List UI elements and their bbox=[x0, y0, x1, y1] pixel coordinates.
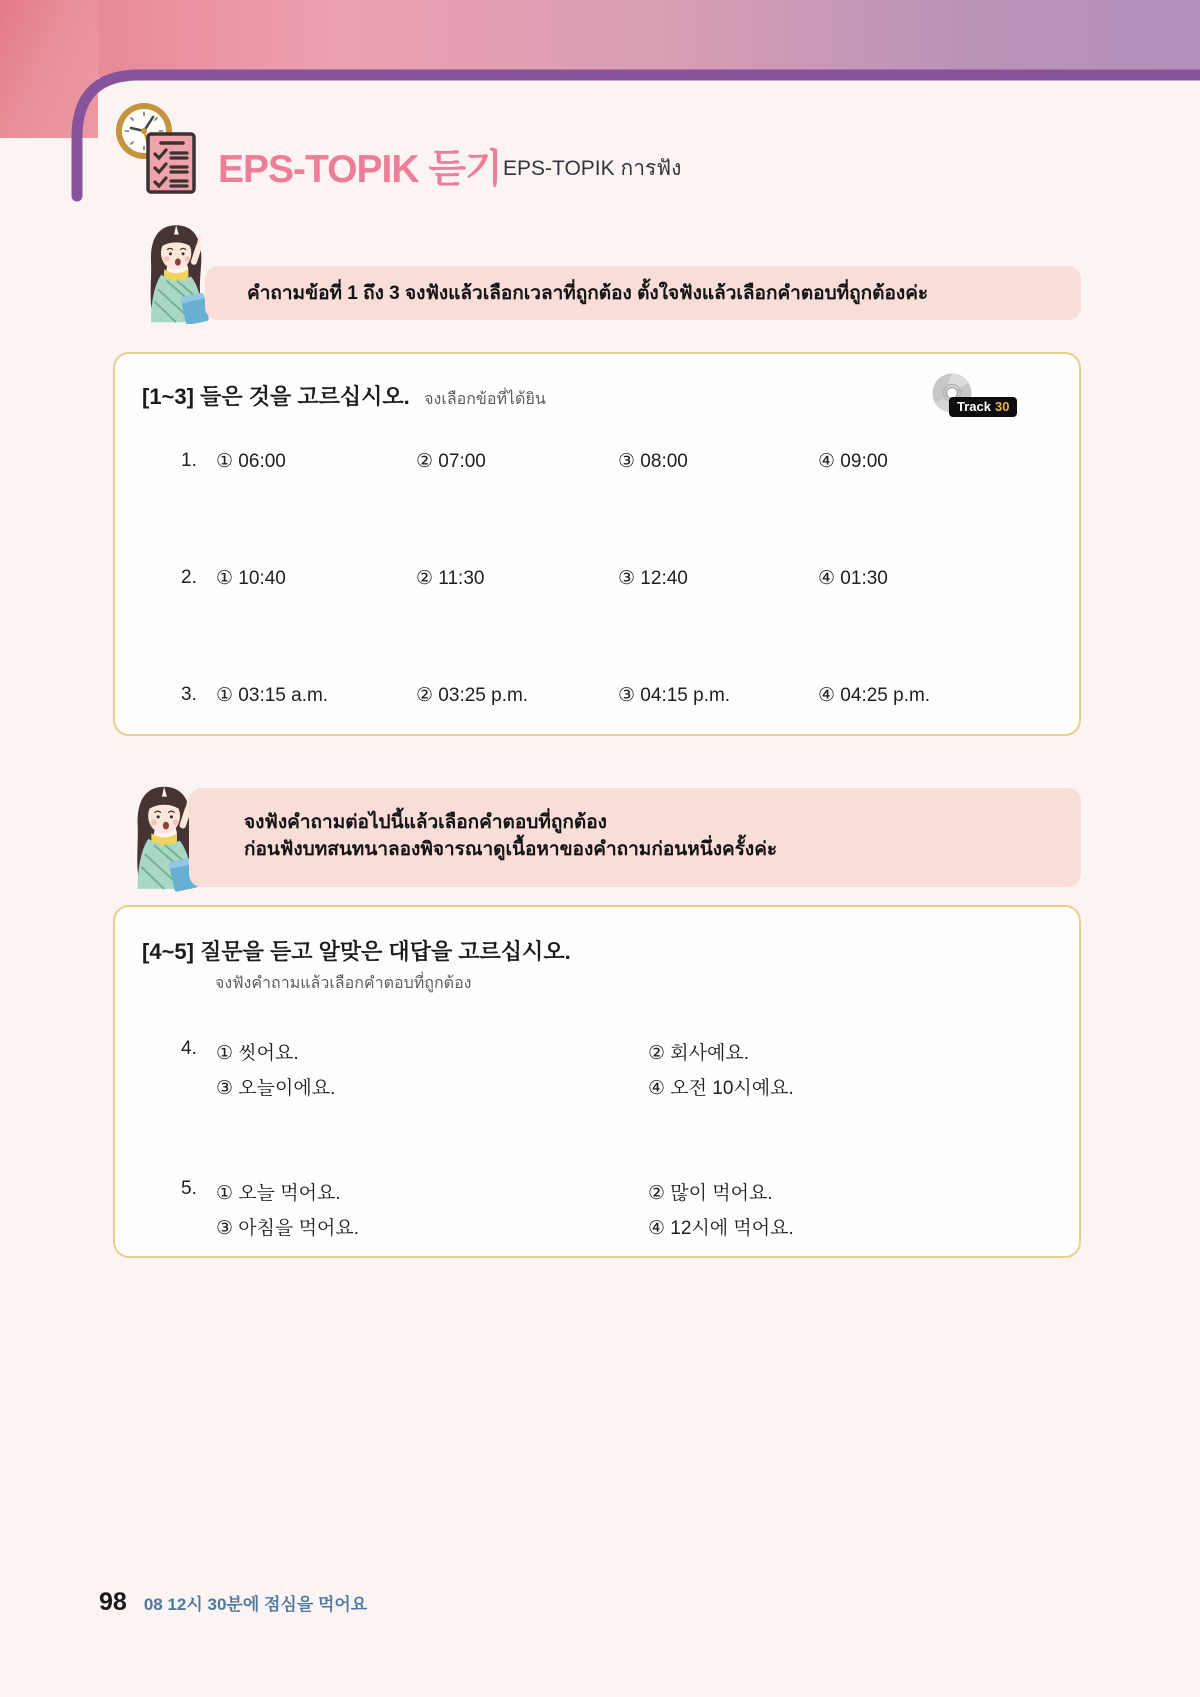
section1-title-korean: [1~3] 들은 것을 고르십시오. bbox=[142, 384, 410, 409]
question-number: 3. bbox=[181, 684, 197, 705]
option-3: ③ 08:00 bbox=[618, 451, 688, 472]
question-number: 5. bbox=[181, 1178, 197, 1199]
track-label: Track bbox=[957, 399, 991, 414]
section1-title-thai: จงเลือกข้อที่ได้ยิน bbox=[424, 391, 546, 408]
question-box-1 bbox=[113, 352, 1081, 736]
option-2: ② 많이 먹어요. bbox=[648, 1183, 773, 1204]
option-2: ② 03:25 p.m. bbox=[416, 685, 529, 706]
option-1: ① 씻어요. bbox=[216, 1043, 299, 1064]
instruction-banner-2-line2: ก่อนฟังบทสนทนาลองพิจารณาดูเนื้อหาของคำถามก่อนหนึ่งครั้งค่ะ bbox=[244, 839, 778, 860]
page-footer bbox=[99, 1588, 367, 1617]
track-badge bbox=[949, 397, 1017, 417]
option-3: ③ 12:40 bbox=[618, 568, 688, 589]
checklist-icon bbox=[145, 131, 197, 195]
question-number: 1. bbox=[181, 450, 197, 471]
option-3: ③ 오늘이에요. bbox=[216, 1078, 336, 1099]
chapter-title: 08 12시 30분에 점심을 먹어요 bbox=[143, 1595, 368, 1614]
section2-title-korean: [4~5] 질문을 듣고 알맞은 대답을 고르십시오. bbox=[142, 939, 571, 964]
option-2: ② 07:00 bbox=[416, 451, 486, 472]
option-4: ④ 09:00 bbox=[818, 451, 888, 472]
instruction-banner-1 bbox=[205, 266, 1081, 320]
option-1: ① 10:40 bbox=[216, 568, 286, 589]
option-1: ① 03:15 a.m. bbox=[216, 685, 329, 706]
option-2: ② 11:30 bbox=[416, 568, 485, 589]
instruction-banner-2-line1: จงฟังคำถามต่อไปนี้แล้วเลือกคำตอบที่ถูกต้อง bbox=[244, 812, 607, 833]
section2-title-thai: จงฟังคำถามแล้วเลือกคำตอบที่ถูกต้อง bbox=[215, 975, 472, 992]
option-4: ④ 04:25 p.m. bbox=[818, 685, 931, 706]
option-3: ③ 04:15 p.m. bbox=[618, 685, 731, 706]
instruction-banner-1-text: คำถามข้อที่ 1 ถึง 3 จงฟังแล้วเลือกเวลาที่ถูกต้อง ตั้งใจฟังแล้วเลือกคำตอบที่ถูกต้องค่ะ bbox=[247, 282, 929, 304]
question-number: 2. bbox=[181, 567, 197, 588]
option-2: ② 회사예요. bbox=[648, 1043, 750, 1064]
section1-header bbox=[142, 380, 546, 412]
option-4: ④ 01:30 bbox=[818, 568, 888, 589]
page-number: 98 bbox=[99, 1588, 127, 1616]
option-1: ① 06:00 bbox=[216, 451, 286, 472]
question-number: 4. bbox=[181, 1038, 197, 1059]
option-1: ① 오늘 먹어요. bbox=[216, 1183, 341, 1204]
option-4: ④ 오전 10시예요. bbox=[648, 1078, 794, 1099]
instruction-banner-2 bbox=[189, 788, 1081, 887]
page-subtitle: EPS-TOPIK การฟัง bbox=[503, 157, 682, 180]
page-title: EPS-TOPIK 듣기 bbox=[218, 148, 502, 191]
track-number: 30 bbox=[994, 399, 1010, 414]
question-box-2 bbox=[113, 905, 1081, 1258]
option-4: ④ 12시에 먹어요. bbox=[648, 1218, 794, 1239]
option-3: ③ 아침을 먹어요. bbox=[216, 1218, 359, 1239]
